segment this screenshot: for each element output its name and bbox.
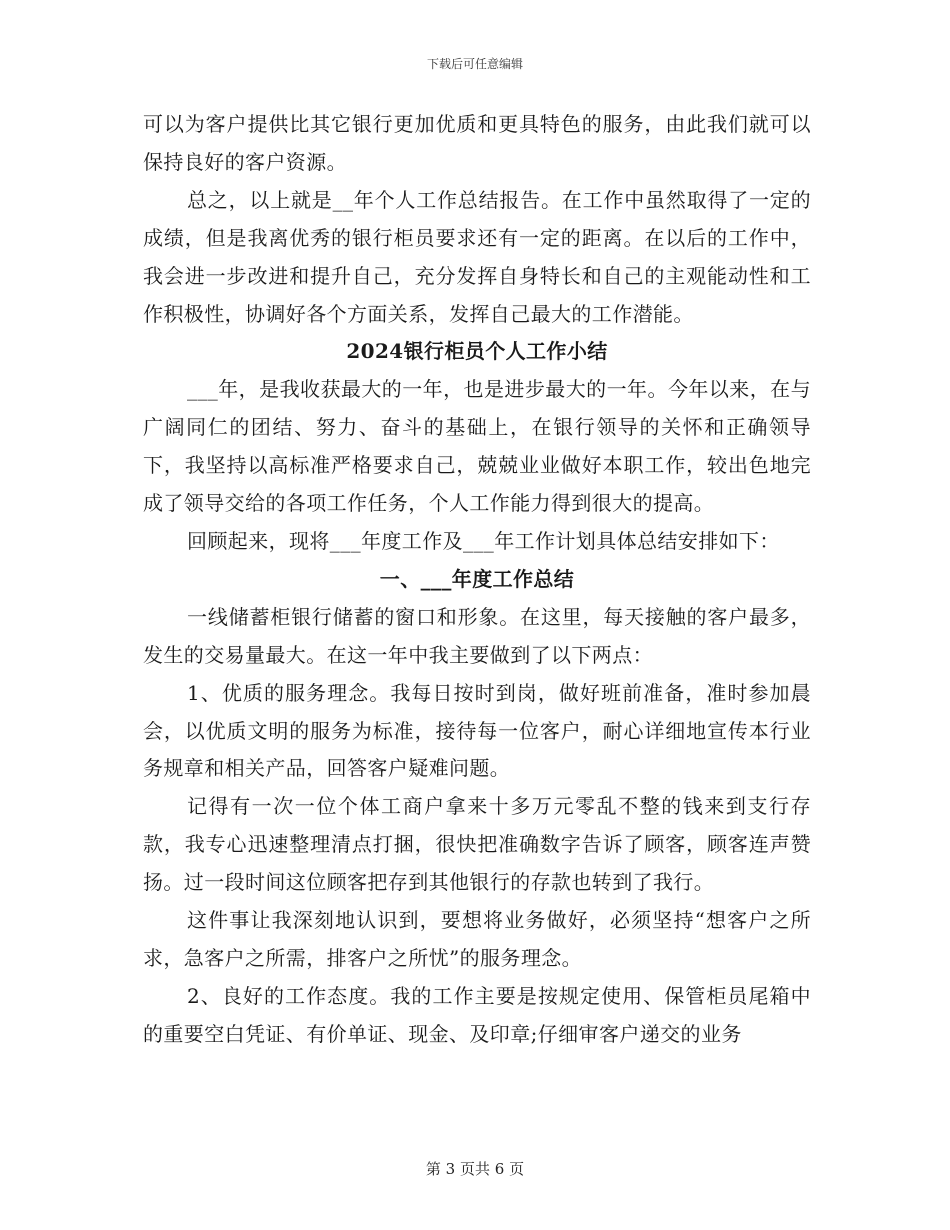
paragraph: 这件事让我深刻地认识到，要想将业务做好，必须坚持“想客户之所求，急客户之所需，排客户之所忧”的服务理念。 — [143, 908, 811, 970]
page-footer: 第 3 页共 6 页 — [425, 1160, 525, 1178]
paragraph: 2、良好的工作态度。我的工作主要是按规定使用、保管柜员尾箱中的重要空白凭证、有价单证、现金、及印章;仔细审客户递交的业务 — [143, 983, 811, 1046]
paragraph: 记得有一次一位个体工商户拿来十多万元零乱不整的钱来到支行存款，我专心迅速整理清点打捆，很快把准确数字告诉了顾客，顾客连声赞扬。过一段时间这位顾客把存到其他银行的存款也转到了我行。 — [143, 794, 811, 895]
document-title: 2024银行柜员个人工作小结 — [346, 339, 608, 364]
paragraph: 总之，以上就是__年个人工作总结报告。在工作中虽然取得了一定的成绩，但是我离优秀的银行柜员要求还有一定的距离。在以后的工作中，我会进一步改进和提升自己，充分发挥自身特长和自己的主观能动性和工作积极性，协调好各个方面关系，发挥自己最大的工作潜能。 — [143, 187, 811, 326]
paragraph: 回顾起来，现将___年度工作及___年工作计划具体总结安排如下： — [187, 528, 780, 553]
paragraph: 可以为客户提供比其它银行更加优质和更具特色的服务，由此我们就可以保持良好的客户资源。 — [143, 112, 811, 174]
document-body — [143, 106, 811, 1054]
section-heading: 一、___年度工作总结 — [379, 566, 575, 591]
paragraph: 一线储蓄柜银行储蓄的窗口和形象。在这里，每天接触的客户最多，发生的交易量最大。在这一年中我主要做到了以下两点： — [143, 604, 811, 667]
paragraph: ___年，是我收获最大的一年，也是进步最大的一年。今年以来，在与广阔同仁的团结、努力、奋斗的基础上，在银行领导的关怀和正确领导下，我坚持以高标准严格要求自己，兢兢业业做好本职工作，较出色地完成了领导交给的各项工作任务，个人工作能力得到很大的提高。 — [143, 377, 811, 516]
paragraph: 1、优质的服务理念。我每日按时到岗，做好班前准备，准时参加晨会，以优质文明的服务为标准，接待每一位客户，耐心详细地宣传本行业务规章和相关产品，回答客户疑难问题。 — [143, 680, 811, 781]
page-header: 下载后可任意编辑 — [426, 57, 523, 71]
